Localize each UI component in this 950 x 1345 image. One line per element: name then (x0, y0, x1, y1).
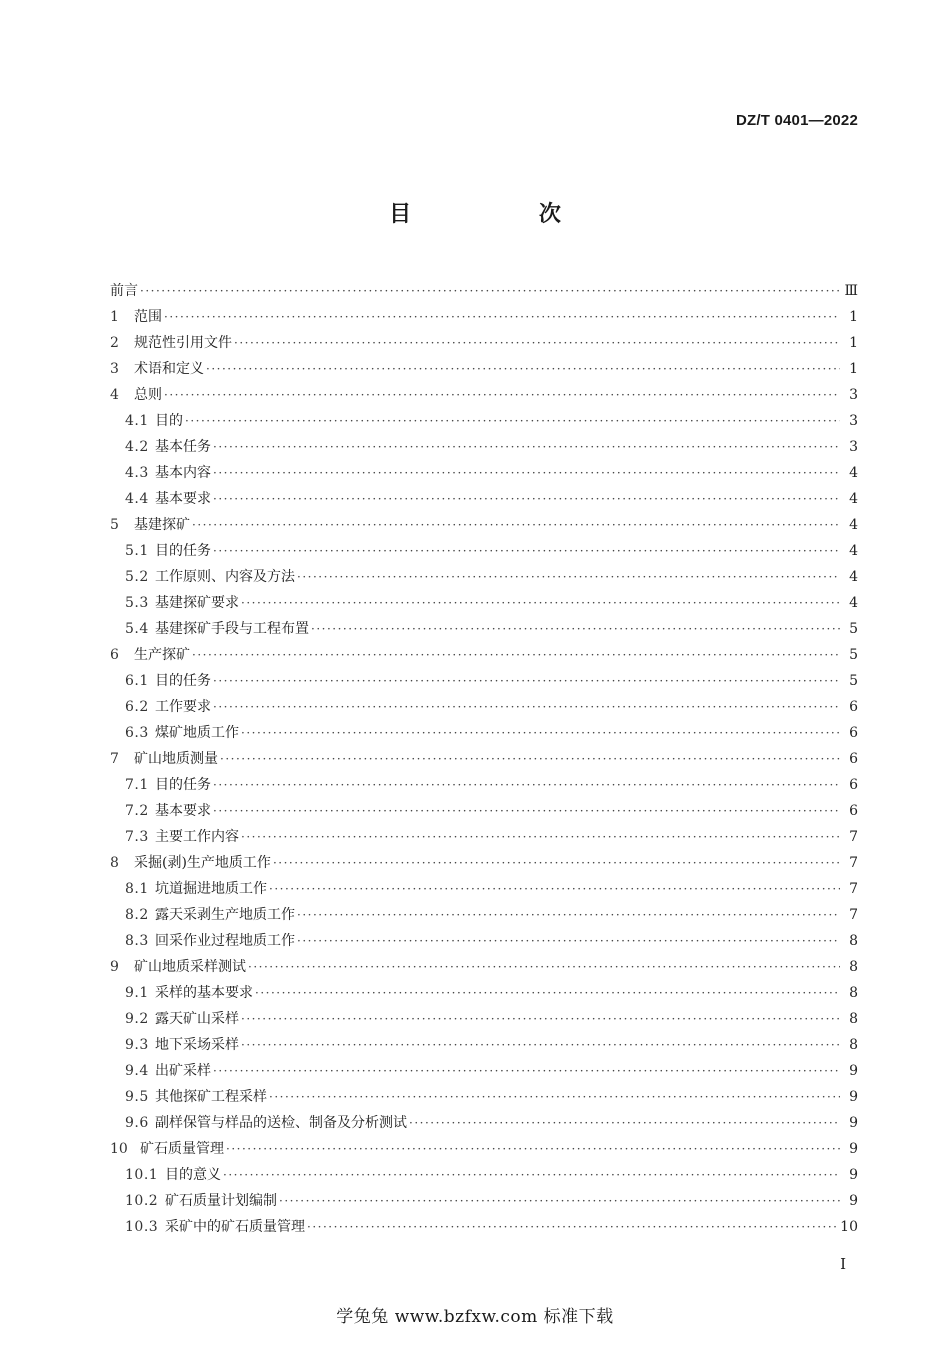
toc-entry-page: Ⅲ (844, 283, 858, 299)
toc-entry-page: 3 (849, 413, 858, 429)
toc-leader-dots (248, 954, 840, 980)
toc-entry-number: 9.6 (125, 1115, 149, 1131)
footer-watermark: 学兔兔 www.bzfxw.com 标准下载 (336, 1307, 614, 1327)
toc-entry[interactable] (110, 720, 858, 746)
toc-entry-number: 7.3 (125, 829, 149, 845)
toc-entry[interactable] (110, 928, 858, 954)
toc-entry-label: 副样保管与样品的送检、制备及分析测试 (155, 1115, 407, 1131)
toc-entry[interactable] (110, 1110, 858, 1136)
toc-entry-number: 8 (110, 855, 119, 871)
toc-entry-number: 3 (110, 361, 119, 377)
toc-entry-page: 9 (849, 1063, 858, 1079)
toc-leader-dots (241, 720, 840, 746)
toc-entry-number: 4.2 (125, 439, 149, 455)
toc-entry-page: 5 (849, 647, 858, 663)
toc-entry-number: 9.5 (125, 1089, 149, 1105)
toc-entry-label: 露天矿山采样 (155, 1011, 239, 1027)
toc-entry[interactable] (110, 434, 858, 460)
toc-entry-page: 7 (849, 907, 858, 923)
toc-entry-label: 其他探矿工程采样 (155, 1089, 267, 1105)
toc-leader-dots (140, 278, 840, 304)
toc-entry-page: 8 (849, 959, 858, 975)
toc-entry-page: 4 (849, 465, 858, 481)
toc-entry-page: 6 (849, 725, 858, 741)
toc-entry-page: 7 (849, 855, 858, 871)
toc-entry-number: 5.3 (125, 595, 149, 611)
toc-entry-page: 1 (849, 361, 858, 377)
toc-entry-page: 5 (849, 673, 858, 689)
toc-entry-number: 10.2 (125, 1193, 159, 1209)
toc-entry[interactable] (110, 1058, 858, 1084)
toc-entry-number: 8.2 (125, 907, 149, 923)
toc-entry-page: 8 (849, 985, 858, 1001)
toc-entry-page: 9 (849, 1141, 858, 1157)
toc-leader-dots (213, 486, 840, 512)
toc-leader-dots (223, 1162, 840, 1188)
toc-entry-page: 6 (849, 751, 858, 767)
toc-entry-number: 9.4 (125, 1063, 149, 1079)
toc-leader-dots (269, 1084, 840, 1110)
toc-entry[interactable] (110, 564, 858, 590)
toc-entry[interactable] (110, 512, 858, 538)
toc-entry-page: 4 (849, 491, 858, 507)
toc-leader-dots (213, 668, 840, 694)
toc-entry[interactable] (110, 746, 858, 772)
toc-entry-number: 7.1 (125, 777, 149, 793)
toc-entry-label: 矿山地质采样测试 (134, 959, 246, 975)
toc-entry-page: 9 (849, 1193, 858, 1209)
toc-entry-page: 9 (849, 1089, 858, 1105)
toc-entry-label: 地下采场采样 (155, 1037, 239, 1053)
toc-entry-page: 8 (849, 1011, 858, 1027)
toc-entry-page: 4 (849, 543, 858, 559)
toc-entry-page: 7 (849, 881, 858, 897)
toc-leader-dots (269, 876, 840, 902)
toc-entry-number: 10.1 (125, 1167, 159, 1183)
page-number: I (840, 1255, 846, 1273)
toc-entry-number: 1 (110, 309, 119, 325)
standard-code: DZ/T 0401—2022 (735, 112, 858, 129)
toc-entry-number: 8.1 (125, 881, 149, 897)
toc-leader-dots (307, 1214, 836, 1240)
toc-entry-number: 6.1 (125, 673, 149, 689)
toc-entry-number: 9.2 (125, 1011, 149, 1027)
toc-leader-dots (273, 850, 840, 876)
toc-leader-dots (279, 1188, 840, 1214)
toc-entry-page: 3 (849, 387, 858, 403)
toc-entry[interactable] (110, 850, 858, 876)
toc-entry-page: 4 (849, 595, 858, 611)
toc-entry[interactable] (110, 616, 858, 642)
toc-leader-dots (234, 330, 840, 356)
toc-entry[interactable] (110, 1032, 858, 1058)
toc-leader-dots (185, 408, 840, 434)
toc-entry-number: 5.2 (125, 569, 149, 585)
toc-entry[interactable] (110, 694, 858, 720)
toc-entry-label: 出矿采样 (155, 1063, 211, 1079)
toc-entry-number: 6.3 (125, 725, 149, 741)
toc-leader-dots (409, 1110, 840, 1136)
toc-entry[interactable] (110, 486, 858, 512)
toc-entry-label: 总则 (134, 387, 162, 403)
toc-entry-label: 工作原则、内容及方法 (155, 569, 295, 585)
toc-entry-label: 采掘(剥)生产地质工作 (134, 855, 271, 871)
toc-entry-label: 矿山地质测量 (134, 751, 218, 767)
toc-entry-page: 6 (849, 699, 858, 715)
toc-leader-dots (255, 980, 840, 1006)
toc-entry[interactable] (110, 1214, 858, 1240)
toc-leader-dots (164, 304, 840, 330)
toc-entry[interactable] (110, 460, 858, 486)
toc-leader-dots (192, 512, 840, 538)
toc-leader-dots (241, 1006, 840, 1032)
toc-leader-dots (213, 538, 840, 564)
toc-entry-label: 目的任务 (155, 543, 211, 559)
toc-entry-page: 5 (849, 621, 858, 637)
toc-entry-number: 9 (110, 959, 119, 975)
toc-entry[interactable] (110, 876, 858, 902)
toc-leader-dots (213, 434, 840, 460)
toc-entry-number: 6.2 (125, 699, 149, 715)
toc-entry-number: 4.4 (125, 491, 149, 507)
toc-entry-label: 目的 (155, 413, 183, 429)
toc-leader-dots (226, 1136, 840, 1162)
toc-entry-label: 目的任务 (155, 777, 211, 793)
toc-entry-page: 4 (849, 517, 858, 533)
toc-entry-label: 规范性引用文件 (134, 335, 232, 351)
toc-entry-page: 9 (849, 1167, 858, 1183)
toc-entry-number: 5.4 (125, 621, 149, 637)
toc-entry-page: 4 (849, 569, 858, 585)
toc-entry[interactable] (110, 1084, 858, 1110)
toc-entry-number: 9.3 (125, 1037, 149, 1053)
toc-entry-label: 基本内容 (155, 465, 211, 481)
toc-entry-number: 5.1 (125, 543, 149, 559)
toc-entry-number: 4.3 (125, 465, 149, 481)
toc-entry-label: 基建探矿 (134, 517, 190, 533)
toc-leader-dots (213, 460, 840, 486)
toc-entry[interactable] (110, 356, 858, 382)
toc-entry-label: 术语和定义 (134, 361, 204, 377)
toc-leader-dots (213, 1058, 840, 1084)
toc-entry[interactable] (110, 304, 858, 330)
toc-leader-dots (241, 590, 840, 616)
toc-leader-dots (311, 616, 840, 642)
toc-entry[interactable] (110, 902, 858, 928)
toc-entry[interactable] (110, 642, 858, 668)
toc-entry-number: 5 (110, 517, 119, 533)
toc-entry[interactable] (110, 330, 858, 356)
toc-entry-page: 6 (849, 777, 858, 793)
toc-entry[interactable] (110, 382, 858, 408)
toc-entry-page: 3 (849, 439, 858, 455)
toc-entry-label: 坑道掘进地质工作 (155, 881, 267, 897)
toc-entry[interactable] (110, 1188, 858, 1214)
toc-entry-page: 6 (849, 803, 858, 819)
toc-entry-label: 前言 (110, 283, 138, 299)
toc-entry-page: 8 (849, 1037, 858, 1053)
toc-entry-label: 回采作业过程地质工作 (155, 933, 295, 949)
toc-entry-number: 8.3 (125, 933, 149, 949)
toc-entry-label: 采矿中的矿石质量管理 (165, 1219, 305, 1235)
toc-entry[interactable] (110, 824, 858, 850)
toc-entry-label: 工作要求 (155, 699, 211, 715)
toc-leader-dots (213, 694, 840, 720)
toc-entry[interactable] (110, 408, 858, 434)
toc-entry-label: 矿石质量管理 (140, 1141, 224, 1157)
toc-entry-label: 基建探矿手段与工程布置 (155, 621, 309, 637)
toc-entry-number: 4.1 (125, 413, 149, 429)
toc-entry[interactable] (110, 668, 858, 694)
toc-entry[interactable] (110, 954, 858, 980)
toc-leader-dots (297, 902, 840, 928)
toc-entry[interactable] (110, 278, 858, 304)
toc-entry-label: 生产探矿 (134, 647, 190, 663)
toc-leader-dots (213, 772, 840, 798)
toc-entry[interactable] (110, 1162, 858, 1188)
toc-entry[interactable] (110, 980, 858, 1006)
toc-leader-dots (220, 746, 840, 772)
toc-entry-number: 10 (110, 1141, 128, 1157)
toc-entry[interactable] (110, 538, 858, 564)
toc-entry-label: 露天采剥生产地质工作 (155, 907, 295, 923)
table-of-contents (110, 278, 858, 1240)
toc-entry-label: 范围 (134, 309, 162, 325)
toc-entry-page: 1 (849, 335, 858, 351)
toc-entry-label: 目的意义 (165, 1167, 221, 1183)
toc-entry-number: 10.3 (125, 1219, 159, 1235)
page-title: 目 次 (389, 201, 621, 227)
toc-entry[interactable] (110, 1136, 858, 1162)
toc-entry-page: 1 (849, 309, 858, 325)
toc-leader-dots (206, 356, 840, 382)
toc-entry-page: 9 (849, 1115, 858, 1131)
toc-entry-label: 主要工作内容 (155, 829, 239, 845)
toc-leader-dots (241, 824, 840, 850)
toc-entry-label: 煤矿地质工作 (155, 725, 239, 741)
toc-entry-label: 基本要求 (155, 491, 211, 507)
toc-entry-page: 7 (849, 829, 858, 845)
toc-entry[interactable] (110, 772, 858, 798)
toc-leader-dots (297, 928, 840, 954)
toc-entry-number: 4 (110, 387, 119, 403)
toc-leader-dots (213, 798, 840, 824)
toc-entry-label: 采样的基本要求 (155, 985, 253, 1001)
toc-entry-number: 2 (110, 335, 119, 351)
toc-entry-number: 7.2 (125, 803, 149, 819)
toc-leader-dots (164, 382, 840, 408)
toc-entry-label: 基建探矿要求 (155, 595, 239, 611)
toc-entry-label: 目的任务 (155, 673, 211, 689)
toc-entry-page: 8 (849, 933, 858, 949)
toc-entry-label: 基本任务 (155, 439, 211, 455)
toc-entry-label: 基本要求 (155, 803, 211, 819)
toc-entry[interactable] (110, 798, 858, 824)
toc-leader-dots (297, 564, 840, 590)
toc-entry[interactable] (110, 1006, 858, 1032)
toc-entry[interactable] (110, 590, 858, 616)
toc-leader-dots (192, 642, 840, 668)
toc-leader-dots (241, 1032, 840, 1058)
toc-entry-label: 矿石质量计划编制 (165, 1193, 277, 1209)
toc-entry-page: 10 (840, 1219, 858, 1235)
toc-entry-number: 7 (110, 751, 119, 767)
toc-entry-number: 6 (110, 647, 119, 663)
toc-entry-number: 9.1 (125, 985, 149, 1001)
